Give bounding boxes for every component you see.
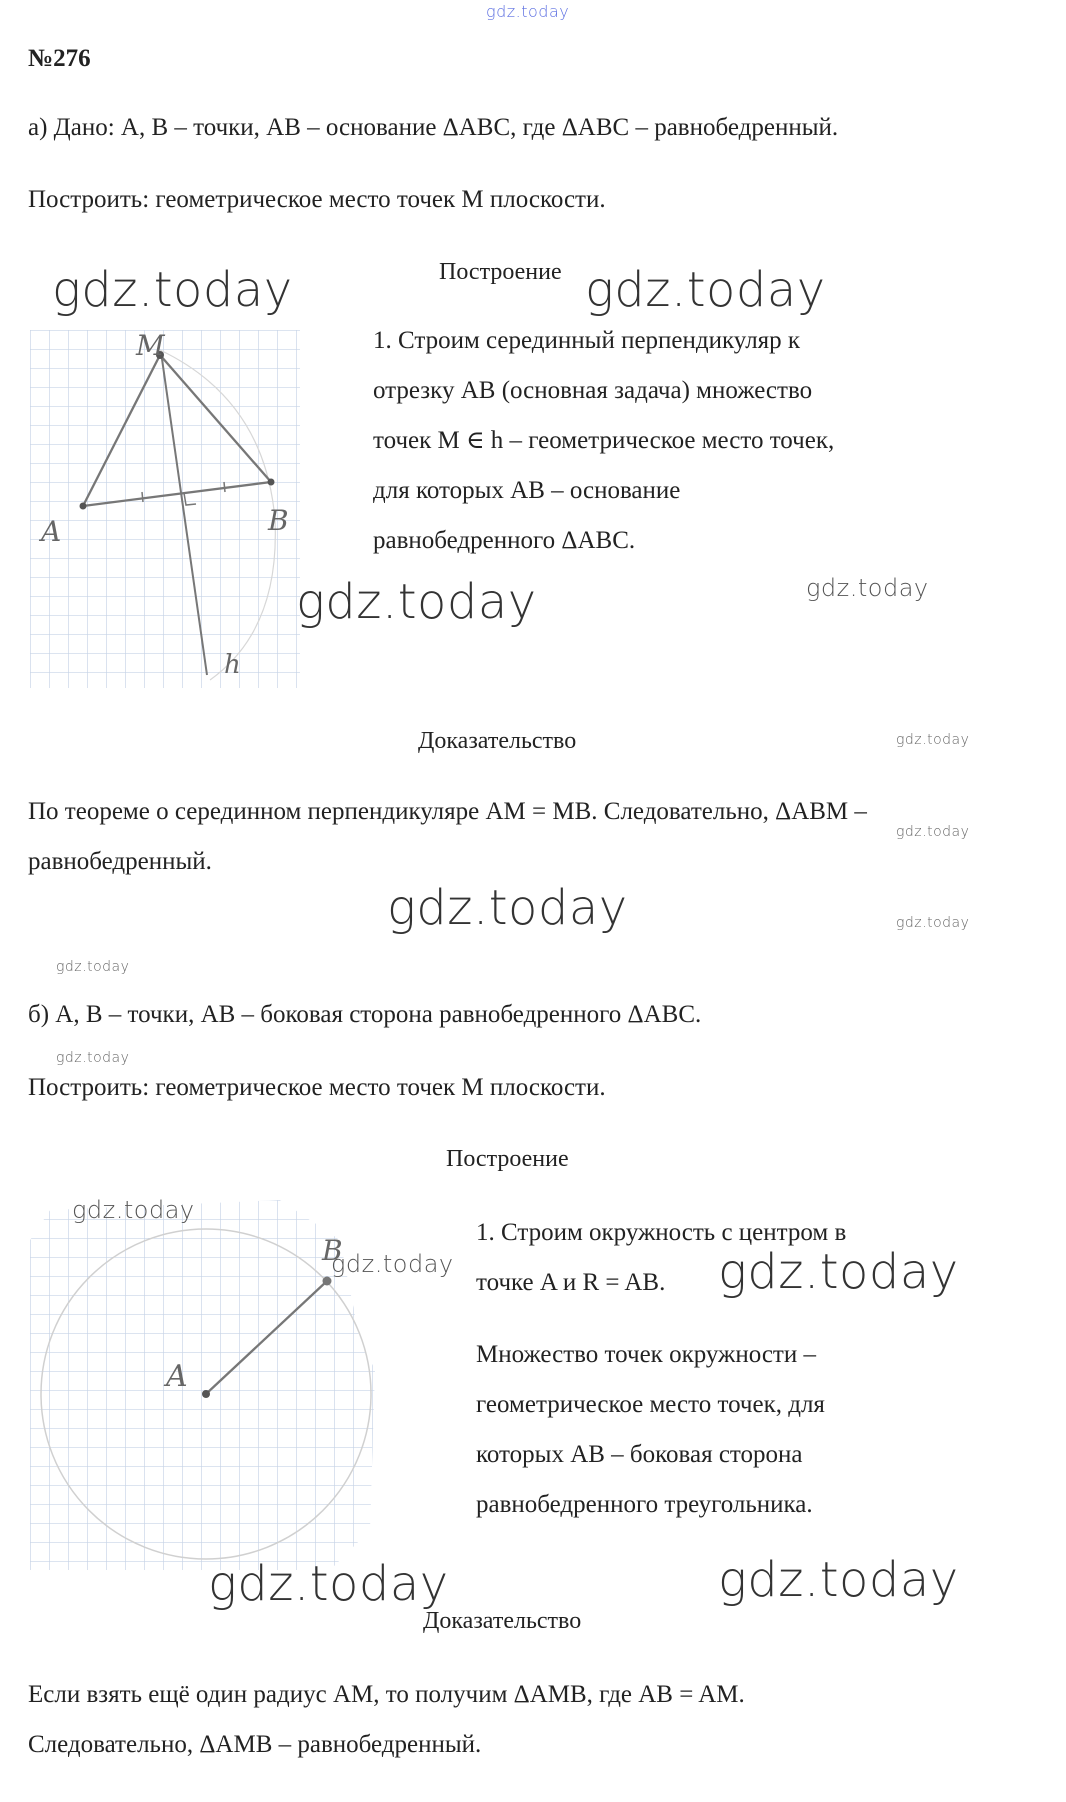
part-a-task: Построить: геометрическое место точек M плоскости. [28, 186, 606, 213]
figure-b-label-b: B [322, 1234, 343, 1267]
figure-a-label-h: h [224, 650, 241, 680]
part-b-proof-title: Доказательство [423, 1608, 582, 1634]
part-a-proof-title: Доказательство [418, 728, 577, 754]
top-watermark: gdz.today [486, 2, 570, 21]
problem-number: №276 [28, 45, 91, 72]
watermark: gdz.today [896, 732, 970, 748]
watermark: gdz.today [806, 574, 929, 602]
figure-a-label-b: B [268, 504, 289, 537]
part-a-proof-line: равнобедренный. [28, 848, 212, 875]
watermark: gdz.today [56, 1050, 130, 1066]
part-b-set-line: равнобедренного треугольника. [476, 1491, 813, 1518]
part-b-task: Построить: геометрическое место точек M плоскости. [28, 1074, 606, 1101]
watermark: gdz.today [718, 1552, 959, 1608]
part-b-proof-line: Если взять ещё один радиус AM, то получим ΔAMB, где AB = AM. [28, 1681, 745, 1708]
watermark: gdz.today [718, 1244, 959, 1300]
part-b-step-line: 1. Строим окружность с центром в [476, 1219, 847, 1246]
watermark: gdz.today [896, 824, 970, 840]
watermark: gdz.today [896, 915, 970, 931]
watermark: gdz.today [72, 1196, 195, 1224]
part-a-given: а) Дано: A, B – точки, AB – основание ΔABC, где ΔABC – равнобедренный. [28, 114, 839, 141]
figure-b-label-a: A [166, 1359, 188, 1394]
part-a-step-line: 1. Строим серединный перпендикуляр к [373, 327, 801, 354]
part-a-proof-line: По теореме о серединном перпендикуляре AM = MB. Следовательно, ΔABM – [28, 798, 867, 825]
part-b-set-line: которых AB – боковая сторона [476, 1441, 803, 1468]
part-a-construction-title: Построение [439, 259, 562, 285]
part-a-step-line: равнобедренного ΔABC. [373, 527, 636, 554]
watermark: gdz.today [52, 262, 293, 318]
part-b-set-line: Множество точек окружности – [476, 1341, 816, 1368]
part-b-proof-line: Следовательно, ΔAMB – равнобедренный. [28, 1731, 482, 1758]
watermark: gdz.today [331, 1250, 454, 1278]
figure-a-label-m: M [136, 330, 165, 362]
figure-perpendicular-bisector [30, 330, 300, 688]
part-a-step-line: для которых AB – основание [373, 477, 681, 504]
part-b-set-line: геометрическое место точек, для [476, 1391, 825, 1418]
watermark: gdz.today [296, 574, 537, 630]
watermark: gdz.today [56, 959, 130, 975]
watermark: gdz.today [585, 262, 826, 318]
part-a-step-line: точек M ∈ h – геометрическое место точек, [373, 427, 835, 454]
part-b-given: б) A, B – точки, AB – боковая сторона равнобедренного ΔABC. [28, 1001, 702, 1028]
watermark: gdz.today [208, 1556, 449, 1612]
part-b-step-line: точке A и R = AB. [476, 1269, 666, 1296]
watermark: gdz.today [387, 880, 628, 936]
figure-a-label-a: A [41, 515, 62, 548]
part-b-construction-title: Построение [446, 1146, 569, 1172]
part-a-step-line: отрезку AB (основная задача) множество [373, 377, 813, 404]
